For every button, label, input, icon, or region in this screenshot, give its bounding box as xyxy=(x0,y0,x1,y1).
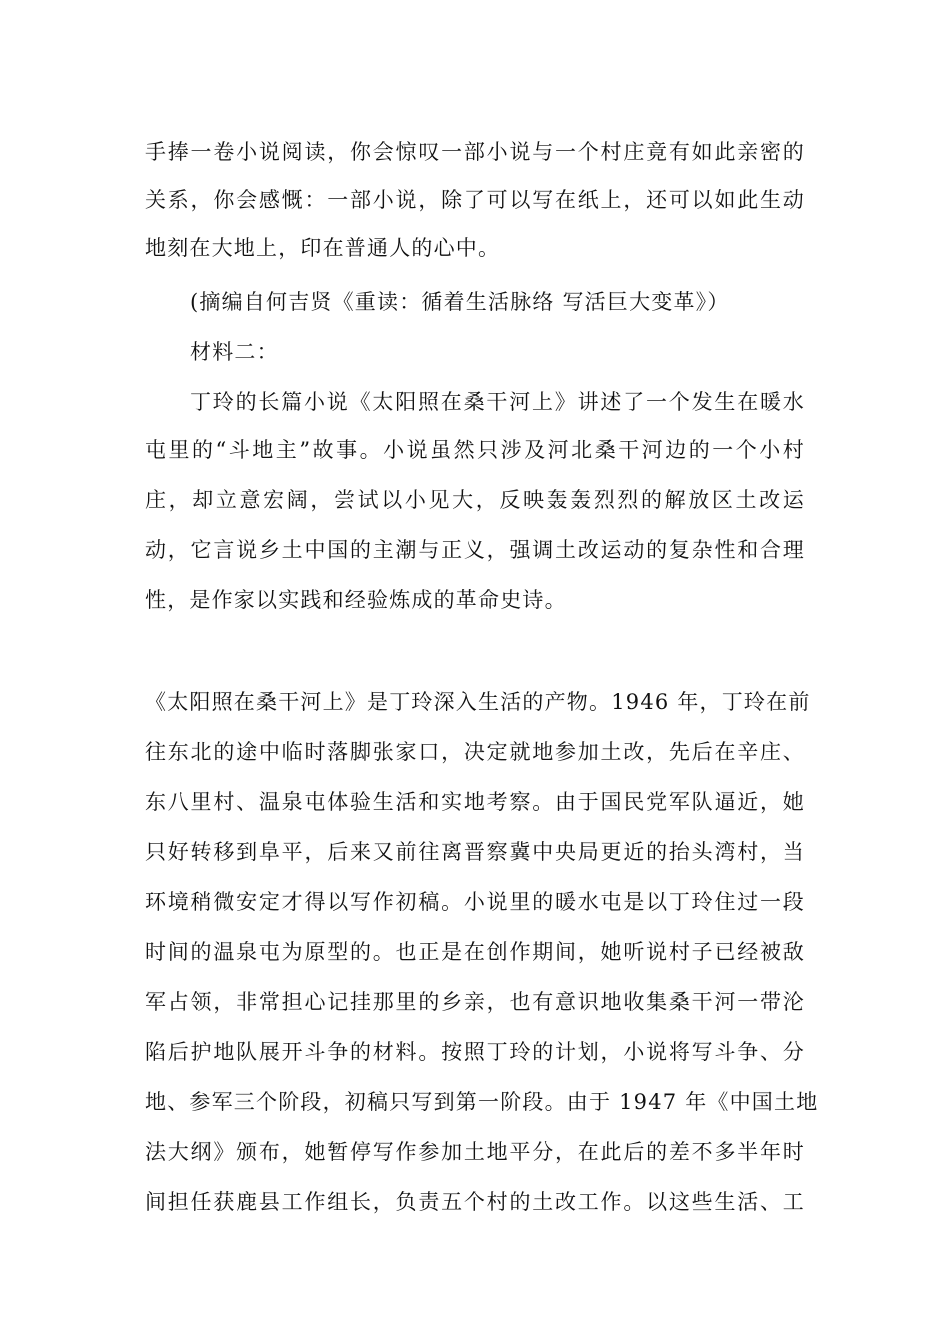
paragraph-1-line-2: 关系，你会感慨：一部小说，除了可以写在纸上，还可以如此生动 xyxy=(145,188,805,212)
paragraph-3-line-4: 只好转移到阜平，后来又前往离晋察冀中央局更近的抬头湾村，当 xyxy=(145,840,805,864)
paragraph-2-line-3: 庄，却立意宏阔，尝试以小见大，反映轰轰烈烈的解放区土改运 xyxy=(145,488,805,512)
paragraph-2-line-2: 屯里的“斗地主”故事。小说虽然只涉及河北桑干河边的一个小村 xyxy=(145,438,805,462)
paragraph-3-line-6: 时间的温泉屯为原型的。也正是在创作期间，她听说村子已经被敌 xyxy=(145,940,805,964)
paragraph-3-line-8: 陷后护地队展开斗争的材料。按照丁玲的计划，小说将写斗争、分 xyxy=(145,1040,805,1064)
paragraph-1-line-1: 手捧一卷小说阅读，你会惊叹一部小说与一个村庄竟有如此亲密的 xyxy=(145,140,805,164)
paragraph-2-line-4: 动，它言说乡土中国的主潮与正义，强调土改运动的复杂性和合理 xyxy=(145,538,805,562)
paragraph-3-line-7: 军占领，非常担心记挂那里的乡亲，也有意识地收集桑干河一带沦 xyxy=(145,990,805,1014)
paragraph-3-line-10: 法大纲》颁布，她暂停写作参加土地平分，在此后的差不多半年时 xyxy=(145,1140,805,1164)
paragraph-3-line-1: 《太阳照在桑干河上》是丁玲深入生活的产物。1946 年，丁玲在前 xyxy=(145,690,811,714)
paragraph-3-line-9: 地、参军三个阶段，初稿只写到第一阶段。由于 1947 年《中国土地 xyxy=(145,1090,819,1114)
paragraph-1-line-3: 地刻在大地上，印在普通人的心中。 xyxy=(145,236,501,260)
paragraph-2-line-1: 丁玲的长篇小说《太阳照在桑干河上》讲述了一个发生在暖水 xyxy=(190,390,805,414)
section-heading: 材料二： xyxy=(190,340,279,364)
paragraph-3-line-11: 间担任获鹿县工作组长，负责五个村的土改工作。以这些生活、工 xyxy=(145,1190,805,1214)
citation: (摘编自何吉贤《重读：循着生活脉络 写活巨大变革》） xyxy=(190,290,730,314)
paragraph-3-line-2: 往东北的途中临时落脚张家口，决定就地参加土改，先后在辛庄、 xyxy=(145,740,805,764)
paragraph-3-line-3: 东八里村、温泉屯体验生活和实地考察。由于国民党军队逼近，她 xyxy=(145,790,805,814)
paragraph-2-line-5: 性，是作家以实践和经验炼成的革命史诗。 xyxy=(145,588,567,612)
paragraph-3-line-5: 环境稍微安定才得以写作初稿。小说里的暖水屯是以丁玲住过一段 xyxy=(145,890,805,914)
